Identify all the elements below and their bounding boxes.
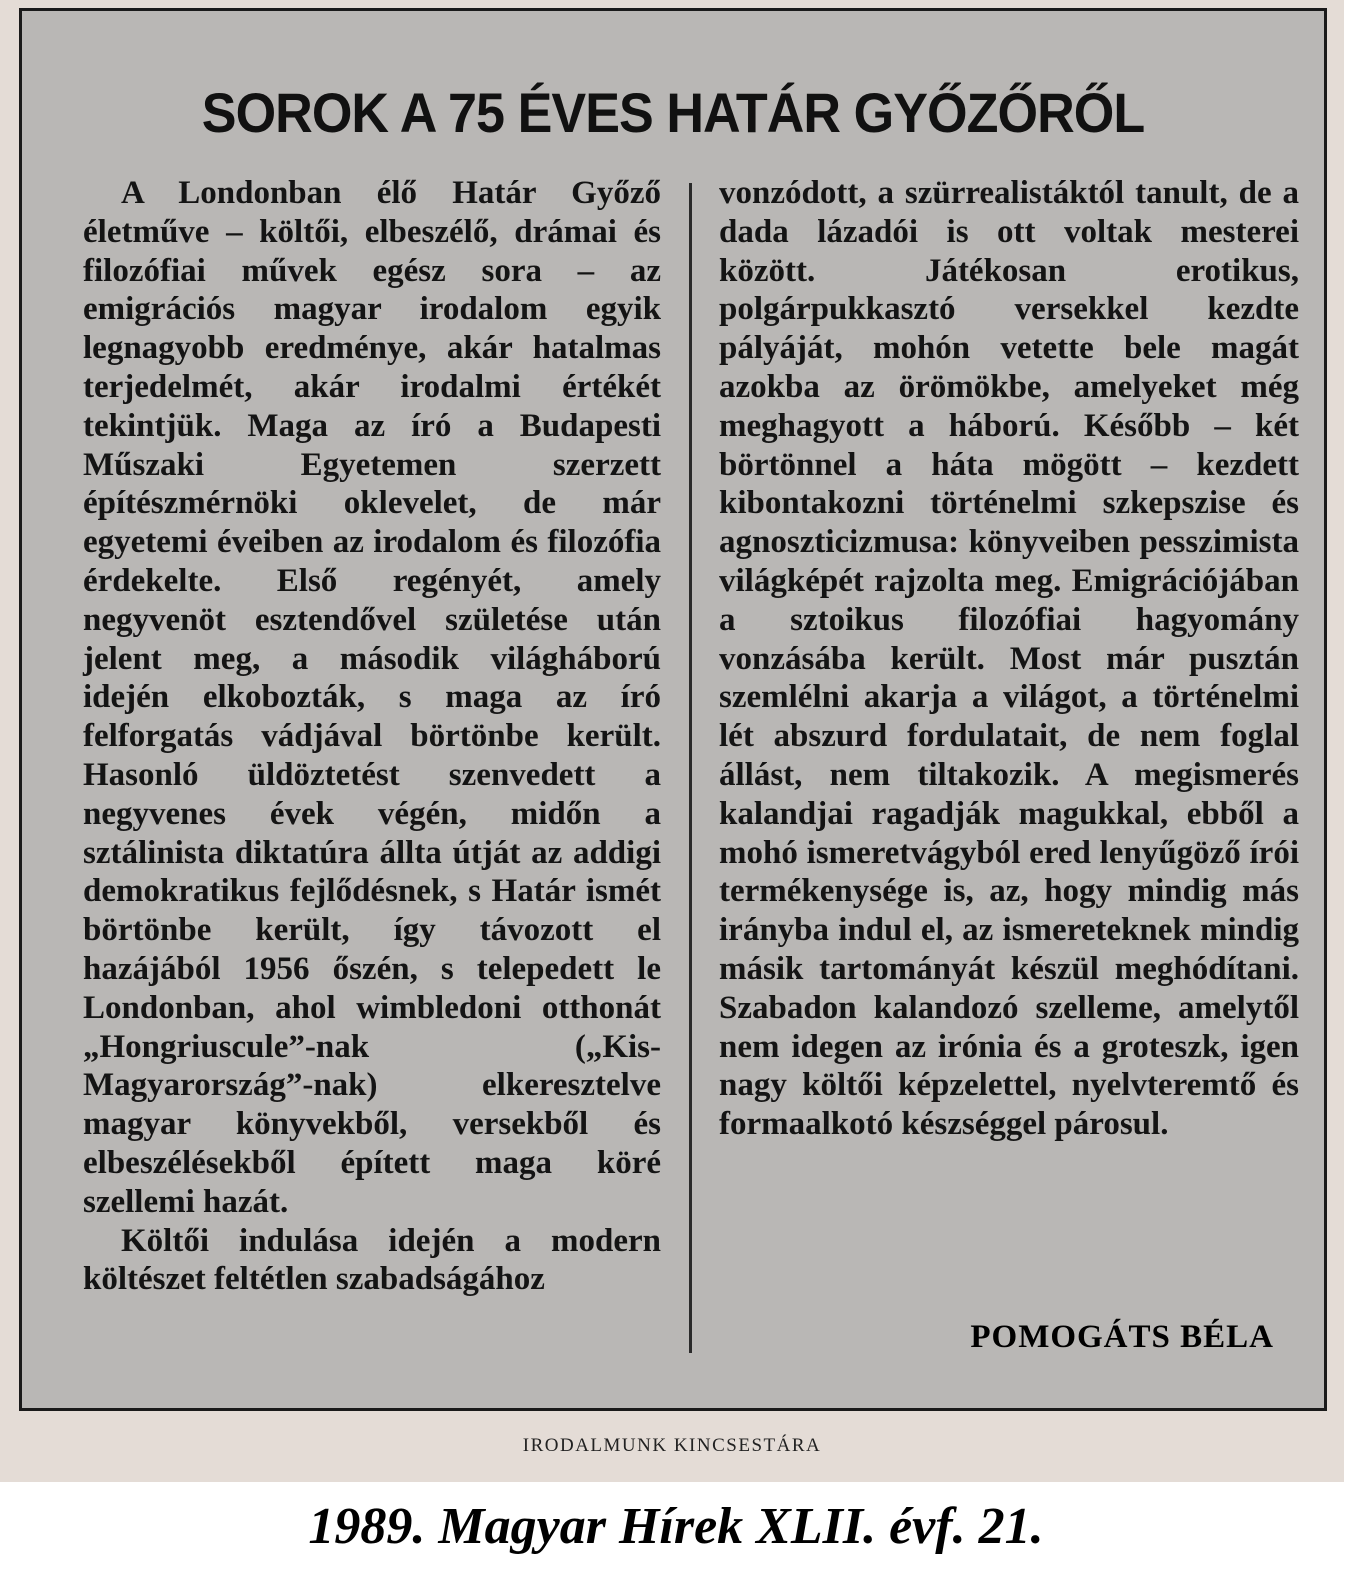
article-author	[22, 1319, 1324, 1356]
column-divider	[689, 183, 692, 1353]
article-column-right	[719, 174, 1299, 1144]
article-paragraph-2-start: Költői indulása idején a modern költészet feltétlen szabadságához	[83, 1222, 661, 1298]
article-paragraph-2-continued: vonzódott, a szürrealistáktól tanult, de a dada lázadói is ott voltak mesterei között. Játékosan erotikus, polgárpukkasztó versekkel kezdte pályáját, mohón vetette bele magát azokba az örömökbe, amelyeket még meghagyott a háború. Később – két börtönnel a háta mögött – kezdett kibontakozni történelmi szkepszise és agnoszticizmusa: könyveiben pesszimista világképét rajzolta meg. Emigrációjában a sztoikus filozófiai hagyomány vonzásába került. Most már pusztán szemlélni akarja a világot, a történelmi lét abszurd fordulatait, de nem foglal állást, nem tiltakozik. A megismerés kalandjai ragadják magukkal, ebből a mohó ismeretvágyból ered lenyűgöző írói termékenysége is, az, hogy mindig más irányba indul el, az ismereteknek mindig másik tartományát készül meghódítani. Szabadon kalandozó szelleme, amelytől nem idegen az irónia és a groteszk, igen nagy költői képzelettel, nyelvteremtő és formaalkotó készséggel párosul.	[719, 175, 1299, 1143]
source-caption: 1989. Magyar Hírek XLII. évf. 21.	[308, 1498, 1044, 1555]
article-headline: SOROK A 75 ÉVES HATÁR GYŐZŐRŐL	[201, 81, 1145, 144]
article-paragraph-1: A Londonban élő Határ Győző életműve – költői, elbeszélő, drámai és filozófiai művek egész sora – az emigrációs magyar irodalom egyik legnagyobb eredménye, akár hatalmas terjedelmét, akár irodalmi értékét tekintjük. Maga az író a Budapesti Műszaki Egyetemen szerzett építészmérnöki oklevelet, de már egyetemi éveiben az irodalom és filozófia érdekelte. Első regényét, amely negyvenöt esztendővel születése után jelent meg, a második világháború idején elkobozták, s maga az író felforgatás vádjával börtönbe került. Hasonló üldöztetést szenvedett a negyvenes évek végén, midőn a sztálinista diktatúra állta útját az addigi demokratikus fejlődésnek, s Határ ismét börtönbe került, így távozott el hazájából 1956 őszén, s telepedett le Londonban, ahol wimbledoni otthonát „Hongriuscule”-nak („Kis-Magyarország”-nak) elkeresztelve magyar könyvekből, versekből és elbeszélésekből épített maga köré szellemi hazát.	[83, 175, 661, 1220]
article-column-left	[83, 174, 661, 1299]
section-label: IRODALMUNK KINCSESTÁRA	[522, 1435, 822, 1456]
author-name: POMOGÁTS BÉLA	[970, 1319, 1274, 1355]
article-frame	[19, 8, 1327, 1411]
